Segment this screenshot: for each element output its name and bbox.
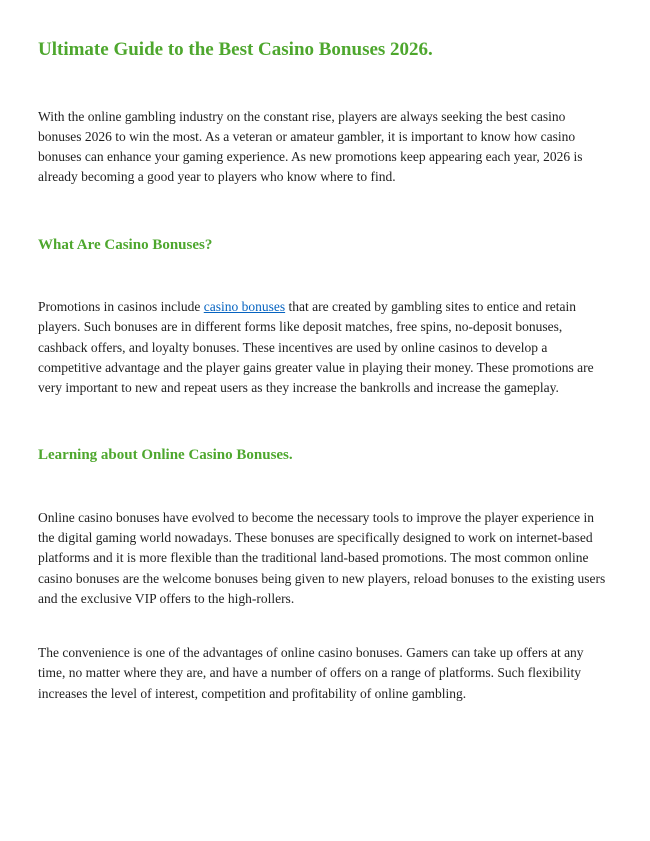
intro-paragraph: With the online gambling industry on the constant rise, players are always seeking the best casino bonuses 2026 to win the most. As a veteran or amateur gambler, it is important to know how casino bonuses can enhance your gaming experience. As new promotions keep appearing each year, 2026 is already becoming a good year to players who know where to find. bbox=[38, 108, 583, 185]
what-are-paragraph-pre-link: Promotions in casinos include bbox=[38, 299, 204, 315]
learning-paragraph-2: The convenience is one of the advantages of online casino bonuses. Gamers can take up offers at any time, no matter where they are, and have a number of offers on a range of platforms. Such flexibility increases the level of interest, competition and profitability of online gambling. bbox=[38, 645, 584, 701]
document-title: Ultimate Guide to the Best Casino Bonuses 2026. bbox=[38, 39, 433, 60]
spacer bbox=[38, 188, 612, 236]
spacer bbox=[38, 398, 612, 446]
spacer bbox=[38, 609, 612, 643]
section-heading-what-are-casino-bonuses: What Are Casino Bonuses? bbox=[38, 236, 213, 253]
what-are-paragraph bbox=[38, 297, 612, 398]
learning-paragraph-1: Online casino bonuses have evolved to become the necessary tools to improve the player experience in the digital gaming world nowadays. These bonuses are specifically designed to work on internet-based platforms and it is more flexible than the traditional land-based promotions. The most common online casino bonuses are the welcome bonuses being given to new players, reload bonuses to the existing users and the exclusive VIP offers to the high-rollers. bbox=[38, 509, 606, 606]
section-heading-learning-about-online-casino-bonuses: Learning about Online Casino Bonuses. bbox=[38, 447, 293, 464]
spacer bbox=[38, 63, 612, 107]
casino-bonuses-link[interactable]: casino bonuses bbox=[203, 299, 286, 315]
spacer bbox=[38, 255, 612, 297]
spacer bbox=[38, 466, 612, 508]
what-are-paragraph-post-link: that are created by gambling sites to entice and retain players. Such bonuses are in different forms like deposit matches, free spins, no-deposit bonuses, cashback offers, and loyalty bonuses. These incentives are used by online casinos to develop a competitive advantage and the player gains greater value in playing their money. These promotions are very important to new and repeat users as they increase the bankrolls and increase the gameplay. bbox=[38, 299, 594, 396]
